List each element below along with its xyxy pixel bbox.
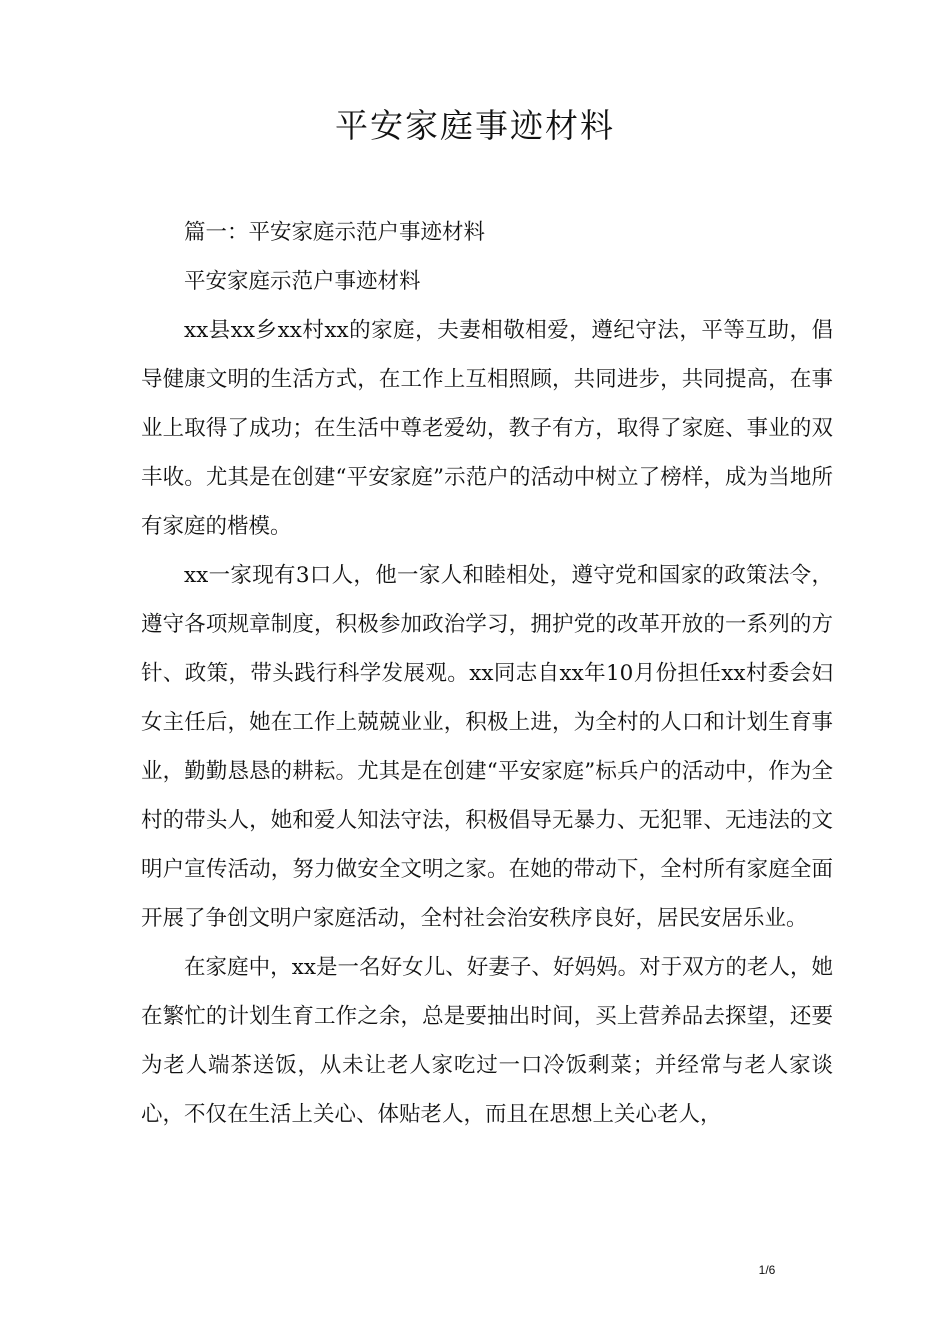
- paragraph: xx县xx乡xx村xx的家庭，夫妻相敬相爱，遵纪守法，平等互助，倡导健康文明的生活方式，在工作上互相照顾，共同进步，共同提高，在事业上取得了成功；在生活中尊老爱幼，教子有方，取得了家庭、事业的双丰收。尤其是在创建“平安家庭”示范户的活动中树立了榜样，成为当地所有家庭的楷模。: [141, 318, 833, 539]
- document-title: 平安家庭事迹材料: [335, 106, 615, 145]
- section-heading: 篇一：平安家庭示范户事迹材料: [184, 220, 486, 245]
- section-subheading: 平安家庭示范户事迹材料: [184, 269, 421, 294]
- document-body: [141, 208, 833, 1139]
- paragraph: xx一家现有3口人，他一家人和睦相处，遵守党和国家的政策法令，遵守各项规章制度，积极参加政治学习，拥护党的改革开放的一系列的方针、政策，带头践行科学发展观。xx同志自xx年10月份担任xx村委会妇女主任后，她在工作上兢兢业业，积极上进，为全村的人口和计划生育事业，勤勤恳恳的耕耘。尤其是在创建“平安家庭”标兵户的活动中，作为全村的带头人，她和爱人知法守法，积极倡导无暴力、无犯罪、无违法的文明户宣传活动，努力做安全文明之家。在她的带动下，全村所有家庭全面开展了争创文明户家庭活动，全村社会治安秩序良好，居民安居乐业。: [141, 563, 833, 931]
- paragraph: 在家庭中，xx是一名好女儿、好妻子、好妈妈。对于双方的老人，她在繁忙的计划生育工作之余，总是要抽出时间，买上营养品去探望，还要为老人端茶送饭，从未让老人家吃过一口冷饭剩菜；并经常与老人家谈心，不仅在生活上关心、体贴老人，而且在思想上关心老人，: [141, 955, 833, 1127]
- page-number: 1/6: [758, 1263, 776, 1277]
